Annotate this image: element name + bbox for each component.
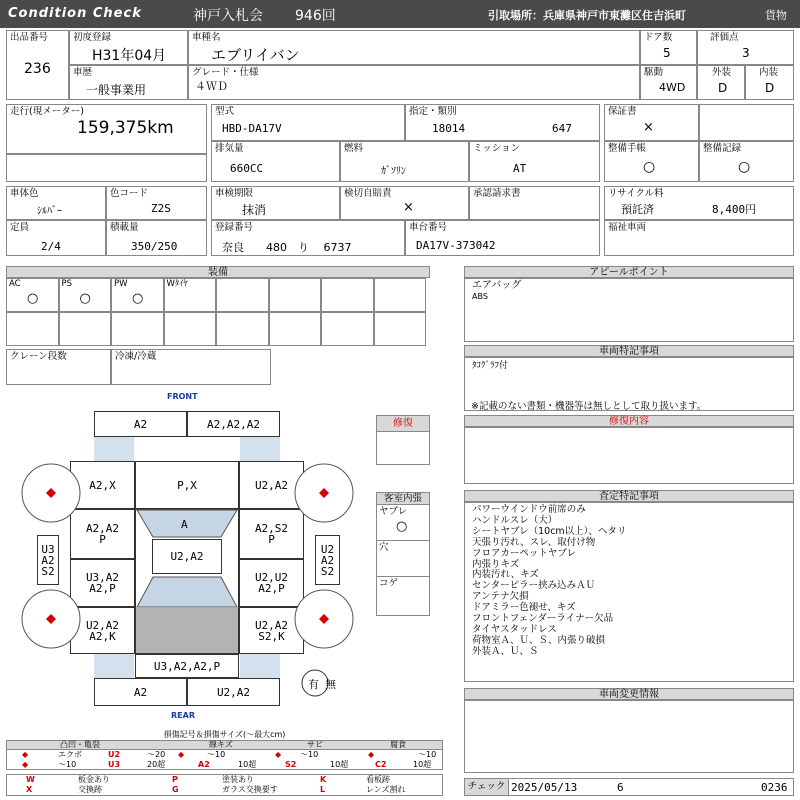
change-title: 車両変更情報 xyxy=(464,688,794,700)
legend-code: G xyxy=(172,785,179,794)
claim-cell: 承認請求書 xyxy=(469,186,600,220)
fridge-cell: 冷凍/冷蔵 xyxy=(111,349,271,385)
legend-code: K xyxy=(320,775,327,784)
designation-number: 18014 xyxy=(432,122,466,135)
designation-type: 647 xyxy=(552,122,572,135)
legend-text: レンズ割れ xyxy=(366,785,406,794)
equipment-cell xyxy=(269,312,322,346)
equipment-cell xyxy=(59,312,112,346)
equipment-cell xyxy=(321,312,374,346)
capacity-cell: 定員 2/4 xyxy=(6,220,106,256)
model: HBD-DA17V xyxy=(222,122,282,135)
spare-tire-none: 無 xyxy=(325,678,336,691)
equipment-cell xyxy=(164,312,217,346)
panel-sill-left: U3 A2 S2 xyxy=(37,535,59,585)
panel-door-rear-right: U2,U2 A2,P xyxy=(239,559,304,607)
load-capacity-cell: 積載量 350/250 xyxy=(106,220,207,256)
pickup-location: 引取場所：兵庫県神戸市東灘区住吉浜町 xyxy=(488,9,686,22)
panel-quarter-right: U2,A2 S2,K xyxy=(239,607,304,654)
spare-tire-has: 有 xyxy=(308,678,319,691)
drive: 4WD xyxy=(659,81,686,94)
mileage-cell: 走行(現メーター) 159,375km xyxy=(6,104,207,154)
interior-cell: 内装 D xyxy=(745,65,794,100)
legend-code: L xyxy=(320,785,326,794)
legend-code: X xyxy=(26,785,33,794)
wheel-front-right-icon xyxy=(293,462,355,524)
legend-title: 損傷記号＆損傷サイズ(〜最大cm) xyxy=(163,730,286,739)
lot-number: 236 xyxy=(24,61,51,77)
legend-group: サビ xyxy=(307,740,323,749)
special-text: ﾀｺｸﾞﾗﾌ付 xyxy=(472,361,509,371)
assessment-body xyxy=(464,502,794,682)
assessment-line: 内装汚れ、キズ xyxy=(472,569,539,581)
cabin-box xyxy=(376,492,430,616)
warranty-extra-cell xyxy=(699,104,794,141)
equipment-cell xyxy=(374,312,427,346)
check-code: 0236 xyxy=(761,781,788,794)
legend-code: U2 xyxy=(108,750,121,759)
equipment-label: PW xyxy=(114,279,128,289)
inspection-cell: 車検期限 抹消 xyxy=(211,186,340,220)
legend-code: S2 xyxy=(285,760,297,769)
check-date: 2025/05/13 xyxy=(511,781,578,794)
maintenance-book-cell: 整備手帳 ○ xyxy=(604,141,699,182)
panel-sill-right: U2 A2 S2 xyxy=(315,535,340,585)
fuel: ｶﾞｿﾘﾝ xyxy=(381,166,406,177)
vehicle-category: 貨物 xyxy=(765,9,787,22)
equipment-cell xyxy=(111,312,164,346)
capacity: 2/4 xyxy=(41,240,61,253)
rear-glass xyxy=(137,577,237,607)
registration-number: 奈良 480 り 6737 xyxy=(222,241,352,254)
panel-bumper-rear-right: U2,A2 xyxy=(187,678,280,706)
brand-title: Condition Check xyxy=(8,6,142,21)
chassis-number-cell: 車台番号 DA17V-373042 xyxy=(405,220,600,256)
equipment-cell xyxy=(6,312,59,346)
legend-group: 線キズ xyxy=(209,740,233,749)
assessment-line: 荷物室Ａ、Ｕ、Ｓ、内張り破損 xyxy=(472,634,606,646)
taillight-l xyxy=(94,654,134,678)
equipment-cell xyxy=(216,312,269,346)
assessment-line: フロントフェンダーライナー欠品 xyxy=(472,613,614,624)
legend-text: 〜20 xyxy=(147,750,166,759)
legend-text: 20超 xyxy=(147,760,166,769)
registration-number-cell: 登録番号 奈良 480 り 6737 xyxy=(211,220,405,256)
legend-code: P xyxy=(172,775,178,784)
legend-code: C2 xyxy=(375,760,387,769)
assessment-line: パワーウインドウ前席のみ xyxy=(472,504,586,515)
equipment-mark: ○ xyxy=(132,291,144,306)
legend-text: 〜10 xyxy=(58,760,77,769)
legend-text: 〜10 xyxy=(207,750,226,759)
equipment-label: PS xyxy=(61,279,73,289)
front-label: FRONT xyxy=(167,392,198,401)
interior: D xyxy=(765,81,775,95)
score-cell: 評価点 3 xyxy=(697,30,794,65)
equipment-cell xyxy=(269,278,322,312)
repair-title: 修復内容 xyxy=(464,415,794,427)
assessment-line: アンテナ欠損 xyxy=(472,591,529,603)
check-row xyxy=(464,778,794,796)
special-title: 車両特記事項 xyxy=(464,345,794,357)
panel-bumper-front-right: A2,A2,A2 xyxy=(187,411,280,437)
equipment-label: Wﾀｲﾔ xyxy=(166,279,188,289)
grade: ４ＷＤ xyxy=(195,80,228,93)
assessment-line: シートヤブレ（10cm以上）、ヘタリ xyxy=(472,525,627,537)
legend-text: 10超 xyxy=(238,760,257,769)
header-bar xyxy=(0,0,800,28)
inspection: 抹消 xyxy=(242,203,267,217)
warranty-cell: 保証書 × xyxy=(604,104,699,141)
maintenance-record: ○ xyxy=(738,159,751,175)
mission-cell: ミッション AT xyxy=(469,141,600,182)
auction-name: 神戸入札会 xyxy=(193,8,263,24)
repair-body xyxy=(464,427,794,484)
equipment-cell xyxy=(321,278,374,312)
panel-fender-front-left: A2,X xyxy=(70,461,135,509)
headlight-l xyxy=(94,437,134,461)
legend-text: 10超 xyxy=(330,760,349,769)
car-name-cell: 車種名 エブリイバン xyxy=(188,30,640,65)
mileage-extra-cell xyxy=(6,154,207,182)
legend-text: 〜10 xyxy=(418,750,437,759)
legend-code: W xyxy=(26,775,35,784)
assessment-line: 外装Ａ、Ｕ、Ｓ xyxy=(472,645,539,657)
load-capacity: 350/250 xyxy=(131,240,178,253)
panel-bumper-front-left: A2 xyxy=(94,411,187,437)
first-registration-cell: 初度登録 H31年04月 xyxy=(69,30,188,65)
appeal-body xyxy=(464,278,794,342)
check-label: チェック xyxy=(465,779,509,795)
legend-group: 腐食 xyxy=(390,740,406,749)
score: 3 xyxy=(742,46,750,60)
repair-label: 修復 xyxy=(377,416,429,432)
legend-code: A2 xyxy=(198,760,210,769)
taillight-r xyxy=(240,654,280,678)
cabin-title: 客室内張 xyxy=(377,493,429,505)
assessment-line: センターピラー挟み込みＡＵ xyxy=(472,580,596,592)
equipment-title: 装備 xyxy=(6,266,430,278)
assessment-line: 天張り汚れ、スレ、取付け物 xyxy=(472,536,596,548)
recycle-fee: 8,400円 xyxy=(712,203,757,216)
panel-bumper-rear-left: A2 xyxy=(94,678,187,706)
equipment-mark: ○ xyxy=(27,291,39,306)
welfare-cell: 福祉車両 xyxy=(604,220,794,256)
equipment-cell xyxy=(111,278,164,312)
mission: AT xyxy=(513,162,527,175)
cabin-item: コゲ xyxy=(379,578,399,589)
exterior-cell: 外装 D xyxy=(697,65,745,100)
equipment-cell xyxy=(216,278,269,312)
assessment-line: ハンドルスレ（大） xyxy=(472,514,558,526)
model-cell: 型式 HBD-DA17V xyxy=(211,104,405,141)
legend-text: 〜10 xyxy=(300,750,319,759)
recycle-cell: リサイクル料 預託済 8,400円 xyxy=(604,186,794,220)
panel-windshield: A xyxy=(181,518,188,531)
wheel-rear-left-icon xyxy=(20,588,82,650)
legend-text: エクボ xyxy=(58,750,82,759)
panel-back-door: U3,A2,A2,P xyxy=(135,654,239,678)
headlight-r xyxy=(240,437,280,461)
legend-text: 塗装あり xyxy=(222,775,254,784)
auction-lot: 946回 xyxy=(295,8,336,24)
assessment-line: ドアミラー色褪せ、キズ xyxy=(472,602,576,614)
displacement-cell: 排気量 660CC xyxy=(211,141,340,182)
chassis-number: DA17V-373042 xyxy=(416,239,496,252)
first-registration: H31年04月 xyxy=(92,48,167,64)
rear-label: REAR xyxy=(171,711,195,720)
appeal-line: ABS xyxy=(472,292,488,301)
history-cell: 車歴 一般事業用 xyxy=(69,65,188,100)
drive-cell: 駆動 4WD xyxy=(640,65,697,100)
check-number: 6 xyxy=(617,781,624,794)
assessment-line: 内張りキズ xyxy=(472,558,520,570)
panel-roof: U2,A2 xyxy=(152,539,222,574)
maintenance-book: ○ xyxy=(643,159,656,175)
lot-number-cell: 出品番号 236 xyxy=(6,30,69,100)
equipment-cell xyxy=(6,278,59,312)
displacement: 660CC xyxy=(230,162,264,175)
panel-fender-front-right: U2,A2 xyxy=(239,461,304,509)
wheel-front-left-icon xyxy=(20,462,82,524)
doors-cell: ドア数 5 xyxy=(640,30,697,65)
crane-cell: クレーン段数 xyxy=(6,349,111,385)
equipment-cell xyxy=(374,278,427,312)
tax-insurance-cell: 検切自賠責 × xyxy=(340,186,469,220)
designation-cell: 指定・類別 18014 647 xyxy=(405,104,600,141)
legend-text: ガラス交換要す xyxy=(222,785,278,794)
special-body xyxy=(464,357,794,411)
equipment-cell xyxy=(59,278,112,312)
assessment-line: フロアカーペットヤブレ xyxy=(472,547,577,559)
legend-code: U3 xyxy=(108,760,121,769)
legend-text: 看板跡 xyxy=(366,775,390,784)
legend-text: 10超 xyxy=(413,760,432,769)
color-code: Z2S xyxy=(151,202,171,215)
panel-door-front-right: A2,S2 P xyxy=(239,509,304,559)
assessment-line: タイヤスタッドレス xyxy=(472,623,557,635)
change-body xyxy=(464,700,794,773)
fuel-cell: 燃料 ｶﾞｿﾘﾝ xyxy=(340,141,469,182)
panel-door-rear-left: U3,A2 A2,P xyxy=(70,559,135,607)
assessment-title: 査定特記事項 xyxy=(464,490,794,502)
legend-group: 凸凹・亀裂 xyxy=(60,740,100,749)
cabin-item: ヤブレ ○ xyxy=(377,505,429,541)
panel-door-front-left: A2,A2 P xyxy=(70,509,135,559)
car-name: エブリイバン xyxy=(211,46,300,64)
cabin-item: 穴 xyxy=(377,541,429,577)
body-color-cell: 車体色 ｼﾙﾊﾞｰ xyxy=(6,186,106,220)
tax-insurance: × xyxy=(403,200,414,215)
recycle-status: 預託済 xyxy=(621,203,654,216)
legend-text: 板金あり xyxy=(78,775,110,784)
body-color: ｼﾙﾊﾞｰ xyxy=(37,206,62,217)
warranty: × xyxy=(643,120,654,135)
exterior: D xyxy=(718,81,728,95)
doors: 5 xyxy=(663,46,671,60)
grade-cell: グレード・仕様 ４ＷＤ xyxy=(188,65,640,100)
wheel-rear-right-icon xyxy=(293,588,355,650)
cargo-floor xyxy=(136,608,238,653)
legend-text: 交換跡 xyxy=(78,785,102,794)
color-code-cell: 色コード Z2S xyxy=(106,186,207,220)
repair-box xyxy=(376,415,430,465)
appeal-title: アピールポイント xyxy=(464,266,794,278)
panel-quarter-left: U2,A2 A2,K xyxy=(70,607,135,654)
appeal-line: エアバッグ xyxy=(472,280,522,291)
equipment-mark: ○ xyxy=(79,291,91,306)
panel-hood: P,X xyxy=(135,461,239,509)
maintenance-record-cell: 整備記録 ○ xyxy=(699,141,794,182)
mileage: 159,375km xyxy=(77,118,174,138)
history: 一般事業用 xyxy=(86,83,147,97)
special-note: ※記載のない書類・機器等は無しとして取り扱います。 xyxy=(471,401,707,412)
equipment-cell xyxy=(164,278,217,312)
equipment-label: AC xyxy=(9,279,21,289)
